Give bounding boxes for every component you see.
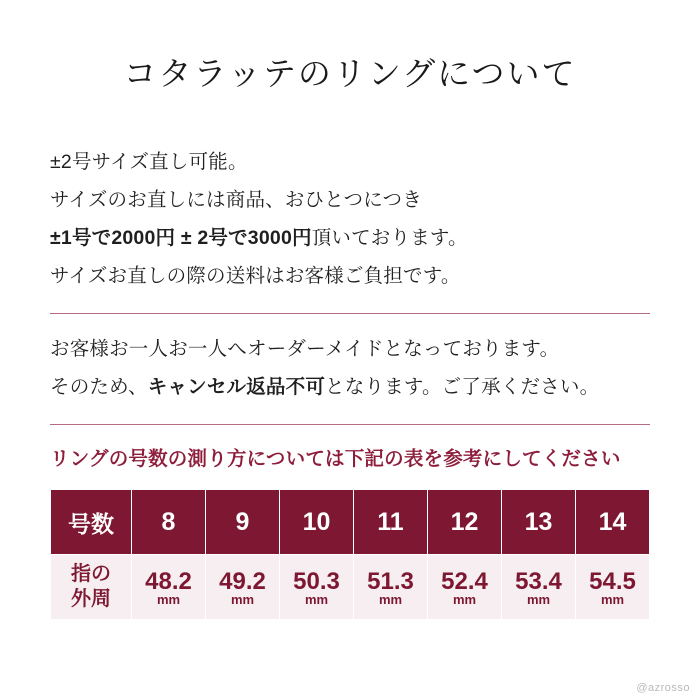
page-title: コタラッテのリングについて — [123, 57, 577, 93]
watermark: @azrosso — [636, 682, 690, 694]
resize-price-bold: ±1号で2000円 ± 2号で3000円 — [50, 227, 312, 249]
unit-2: mm — [304, 591, 329, 607]
size-chart-heading: リングの号数の測り方については下記の表を参考にしてください — [50, 448, 621, 470]
divider-top — [50, 313, 650, 314]
table-cell-circumference-6 — [576, 555, 650, 620]
ring-size-table — [50, 489, 650, 620]
resize-line-1: ±2号サイズ直し可能。 — [50, 151, 248, 173]
unit-4: mm — [452, 591, 477, 607]
table-header-size-1: 9 — [206, 490, 280, 555]
value-0: 48.2 — [145, 567, 192, 595]
table-row — [51, 555, 650, 620]
value-6: 54.5 — [589, 567, 636, 595]
unit-5: mm — [526, 591, 551, 607]
table-cell-circumference-4 — [428, 555, 502, 620]
table-header-row — [51, 490, 650, 555]
table-cell-circumference-2 — [280, 555, 354, 620]
table-row-label — [51, 555, 132, 620]
table-header-size-3: 11 — [354, 490, 428, 555]
resize-line-3: サイズお直しの際の送料はお客様ご負担です。 — [50, 265, 461, 287]
madeorder-suffix: となります。ご了承ください。 — [325, 376, 600, 398]
table-header-label: 号数 — [51, 490, 132, 555]
unit-6: mm — [600, 591, 625, 607]
value-2: 50.3 — [293, 567, 340, 595]
table-header-size-5: 13 — [502, 490, 576, 555]
resize-price-tail: 頂いております。 — [311, 227, 468, 249]
value-4: 52.4 — [441, 567, 488, 595]
table-header-size-2: 10 — [280, 490, 354, 555]
unit-1: mm — [230, 591, 255, 607]
madeorder-line-2 — [50, 368, 650, 406]
resize-price-line — [50, 219, 650, 257]
table-cell-circumference-0 — [132, 555, 206, 620]
size-table-wrapper — [0, 489, 700, 620]
madeorder-section — [0, 330, 700, 406]
table-row-label-line2: 外周 — [71, 588, 111, 610]
madeorder-prefix: そのため、 — [50, 376, 148, 398]
unit-0: mm — [156, 591, 181, 607]
value-3: 51.3 — [367, 567, 414, 595]
unit-3: mm — [378, 591, 403, 607]
table-cell-circumference-3 — [354, 555, 428, 620]
resize-line-2: サイズのお直しには商品、おひとつにつき — [50, 189, 422, 211]
divider-bottom — [50, 424, 650, 425]
size-adjustment-section — [0, 143, 700, 295]
table-header-size-6: 14 — [576, 490, 650, 555]
madeorder-line-1: お客様お一人お一人へオーダーメイドとなっております。 — [50, 338, 560, 360]
table-row-label-line1: 指の — [71, 563, 111, 585]
spacer — [0, 425, 700, 443]
value-1: 49.2 — [219, 567, 266, 595]
table-cell-circumference-1 — [206, 555, 280, 620]
value-5: 53.4 — [515, 567, 562, 595]
table-header-size-0: 8 — [132, 490, 206, 555]
table-cell-circumference-5 — [502, 555, 576, 620]
no-cancel-bold: キャンセル返品不可 — [147, 376, 326, 398]
table-header-size-4: 12 — [428, 490, 502, 555]
